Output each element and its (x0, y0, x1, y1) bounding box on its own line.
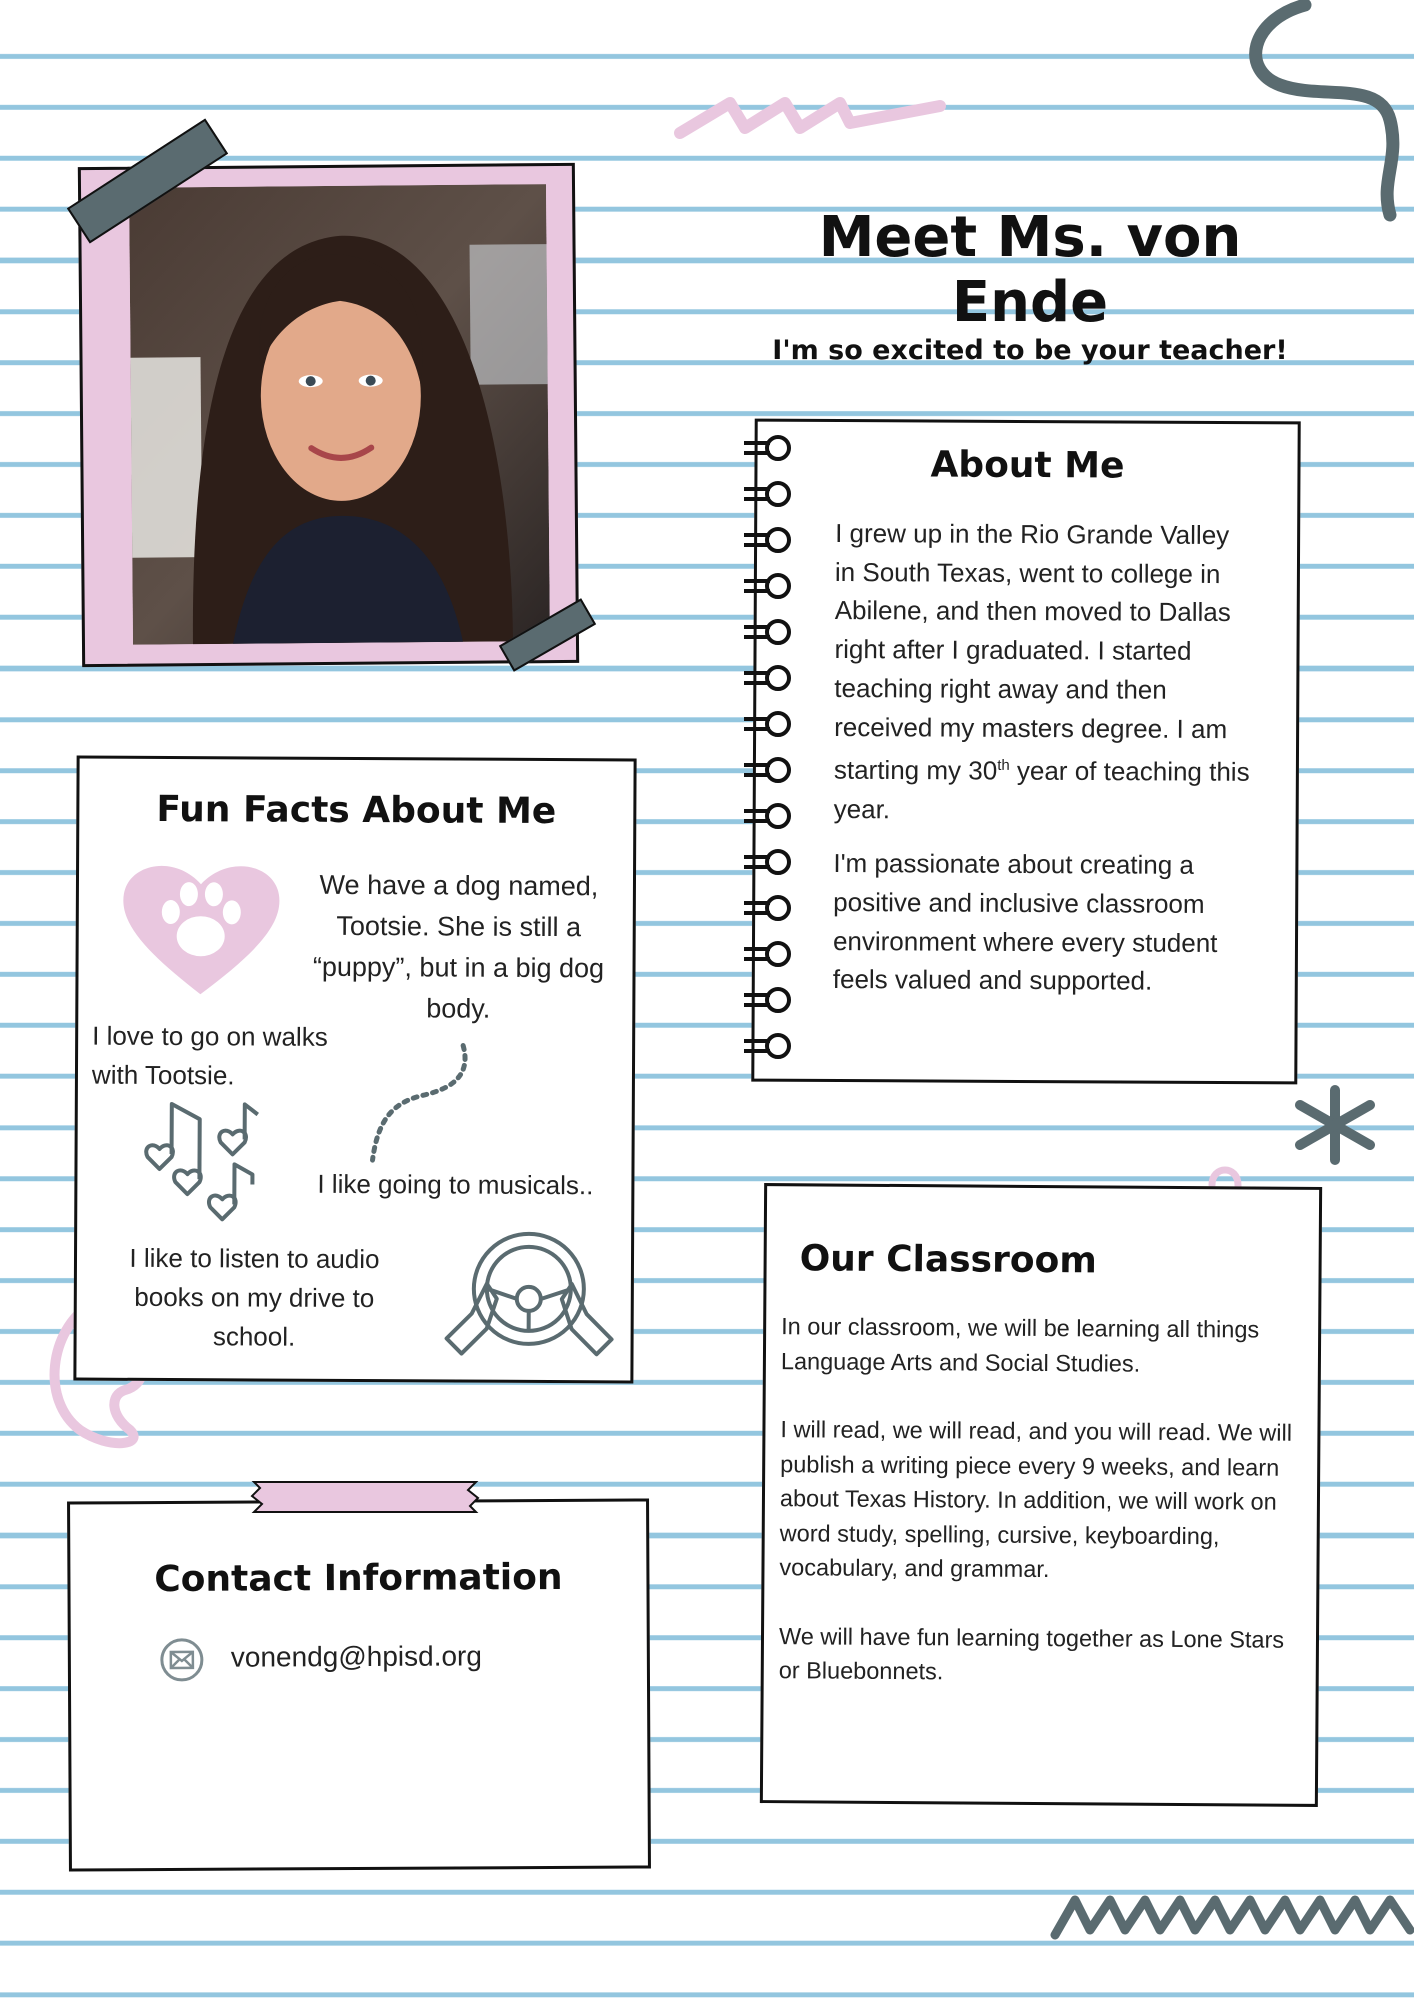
spiral-ring (767, 759, 789, 781)
asterisk-decoration (1285, 1085, 1385, 1165)
classroom-paragraph-1: In our classroom, we will be learning all things Language Arts and Social Studies. (780, 1313, 1260, 1377)
slate-squiggle-decoration (1230, 0, 1414, 230)
about-me-title: About Me (930, 444, 1125, 487)
music-notes-icon (137, 1099, 268, 1230)
slate-zigzag-decoration (1050, 1885, 1414, 1945)
spiral-ring (767, 897, 789, 919)
classroom-title: Our Classroom (799, 1238, 1097, 1282)
about-me-text (833, 514, 1256, 1001)
spiral-ring (767, 483, 789, 505)
contact-card (67, 1498, 651, 1871)
fun-fact-musicals: I like going to musicals.. (317, 1168, 594, 1201)
spiral-ring (767, 713, 789, 735)
fun-fact-walks: I love to go on walks with Tootsie. (91, 1020, 328, 1091)
about-me-paragraph-1: I grew up in the Rio Grande Valley in South Texas, went to college in Abilene, and then moved to Dallas right after I graduated. I started teaching right away and then received my masters degree. I am starting my 30th year of teaching this year. (833, 517, 1250, 824)
heart-paw-icon (118, 854, 284, 1000)
spiral-ring (767, 437, 789, 459)
classroom-text (779, 1309, 1302, 1691)
contact-title: Contact Information (154, 1556, 563, 1601)
spiral-ring (767, 621, 789, 643)
page-title: Meet Ms. von Ende (818, 205, 1242, 335)
classroom-paragraph-2: I will read, we will read, and you will read. We will publish a writing piece every 9 weeks, and learn about Texas History. In addition, we will work on word study, spelling, cursive, keyboarding, vocabulary, and grammar. (779, 1416, 1293, 1583)
fun-facts-card (73, 756, 636, 1384)
classroom-paragraph-3: We will have fun learning together as Lone Stars or Bluebonnets. (778, 1622, 1285, 1685)
fun-fact-dog: We have a dog named, Tootsie. She is still a “puppy”, but in a big dog body. (312, 869, 605, 1024)
spiral-ring (767, 805, 789, 827)
spiral-ring (767, 943, 789, 965)
page-subtitle: I'm so excited to be your teacher! (772, 335, 1288, 366)
teacher-photo (129, 184, 550, 645)
spiral-ring (767, 989, 789, 1011)
pink-zigzag-decoration (670, 88, 950, 148)
mail-icon (159, 1637, 205, 1683)
spiral-binding (736, 430, 796, 1070)
contact-email[interactable]: vonendg@hpisd.org (230, 1640, 482, 1673)
spiral-ring (767, 1035, 789, 1057)
fun-fact-audio: I like to listen to audio books on my drive to school. (129, 1242, 380, 1352)
steering-wheel-icon (441, 1228, 617, 1359)
fun-facts-title: Fun Facts About Me (156, 788, 557, 833)
about-me-paragraph-2: I'm passionate about creating a positive and inclusive classroom environment where every student feels valued and supported. (832, 848, 1218, 997)
spiral-ring (767, 529, 789, 551)
classroom-card (760, 1183, 1322, 1807)
spiral-ring (767, 667, 789, 689)
photo-frame (78, 163, 579, 667)
about-me-card (751, 419, 1300, 1085)
spiral-ring (767, 575, 789, 597)
pink-tape (250, 1478, 480, 1516)
footprints-icon (362, 1040, 483, 1166)
spiral-ring (767, 851, 789, 873)
